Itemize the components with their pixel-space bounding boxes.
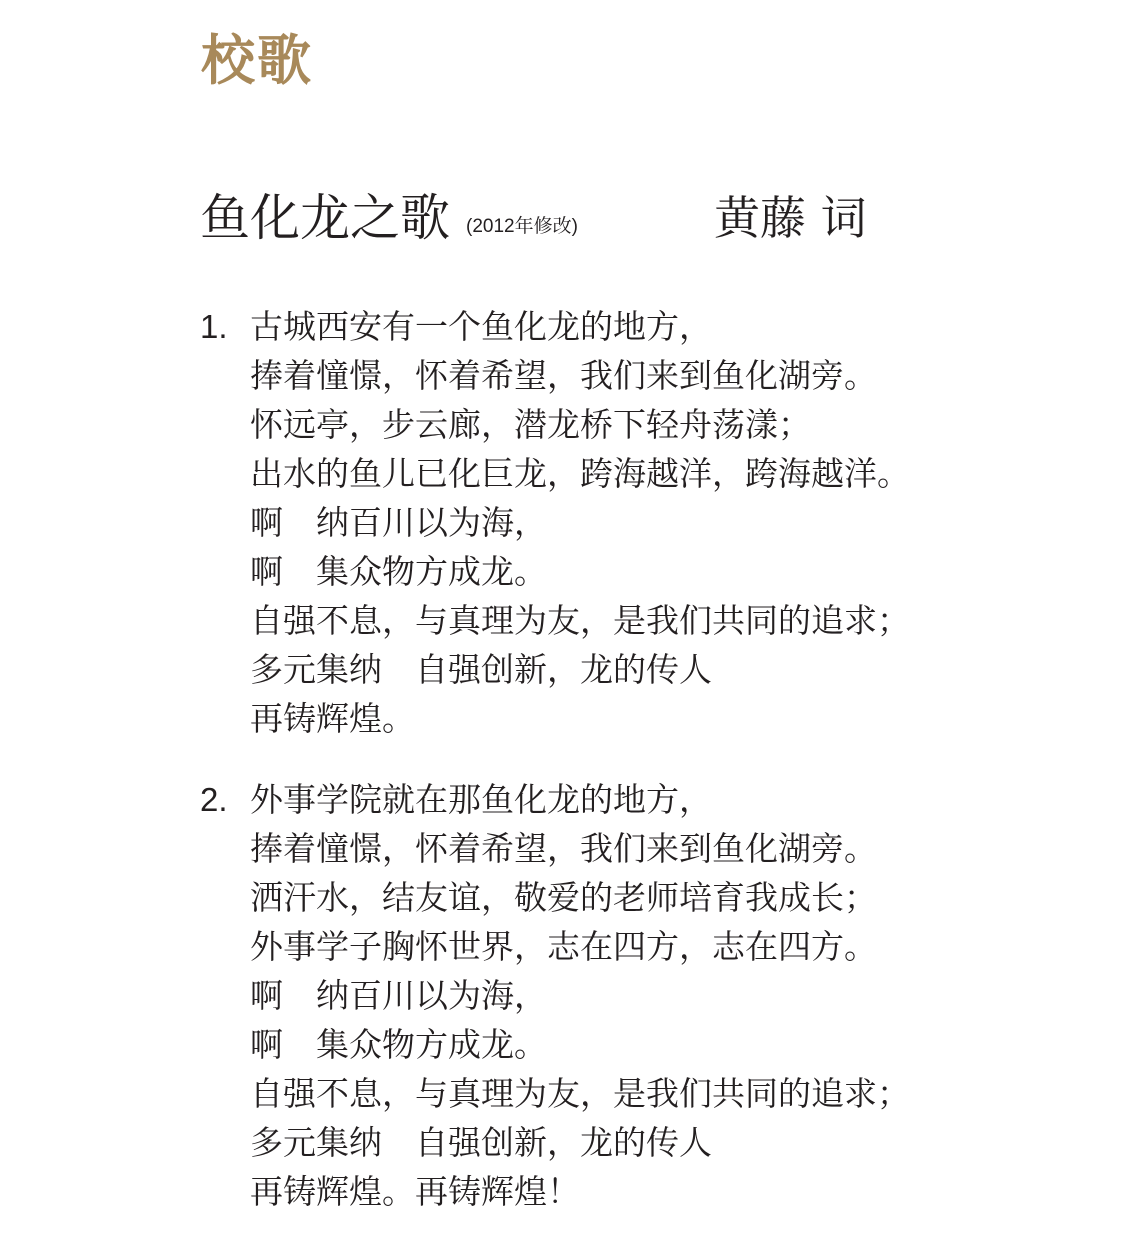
lyric-line: 出水的鱼儿已化巨龙，跨海越洋，跨海越洋。	[250, 454, 910, 493]
lyric-line: 啊 纳百川以为海，	[250, 976, 547, 1015]
lyric-line: 外事学子胸怀世界，志在四方，志在四方。	[250, 927, 877, 966]
lyric-line: 啊 集众物方成龙。	[250, 1025, 547, 1064]
lyric-line: 自强不息，与真理为友，是我们共同的追求；	[250, 601, 910, 640]
lyric-line: 捧着憧憬，怀着希望，我们来到鱼化湖旁。	[250, 829, 877, 868]
verse-number: 2.	[200, 781, 228, 818]
verse-lines	[250, 775, 910, 1216]
lyric-line: 怀远亭，步云廊，潜龙桥下轻舟荡漾；	[250, 405, 811, 444]
song-title-row	[200, 188, 920, 252]
lyric-line: 古城西安有一个鱼化龙的地方，	[250, 307, 712, 346]
lyric-line: 洒汗水，结友谊，敬爱的老师培育我成长；	[250, 878, 877, 917]
lyric-line: 啊 纳百川以为海，	[250, 503, 547, 542]
lyric-line: 外事学院就在那鱼化龙的地方，	[250, 780, 712, 819]
verse-lines	[250, 302, 910, 743]
lyric-line: 啊 集众物方成龙。	[250, 552, 547, 591]
lyric-line: 多元集纳 自强创新，龙的传人	[250, 650, 712, 689]
lyric-line: 多元集纳 自强创新，龙的传人	[250, 1123, 712, 1162]
lyric-line: 捧着憧憬，怀着希望，我们来到鱼化湖旁。	[250, 356, 877, 395]
lyric-line: 自强不息，与真理为友，是我们共同的追求；	[250, 1074, 910, 1113]
verse-number: 1.	[200, 308, 228, 345]
lyricist-credit: 黄藤 词	[714, 191, 867, 245]
song-title: 鱼化龙之歌	[200, 189, 450, 247]
lyric-line: 再铸辉煌。	[250, 699, 415, 738]
section-heading: 校歌	[201, 29, 313, 92]
song-revision-note: (2012年修改)	[466, 216, 578, 237]
lyric-line: 再铸辉煌。再铸辉煌！	[250, 1172, 580, 1211]
